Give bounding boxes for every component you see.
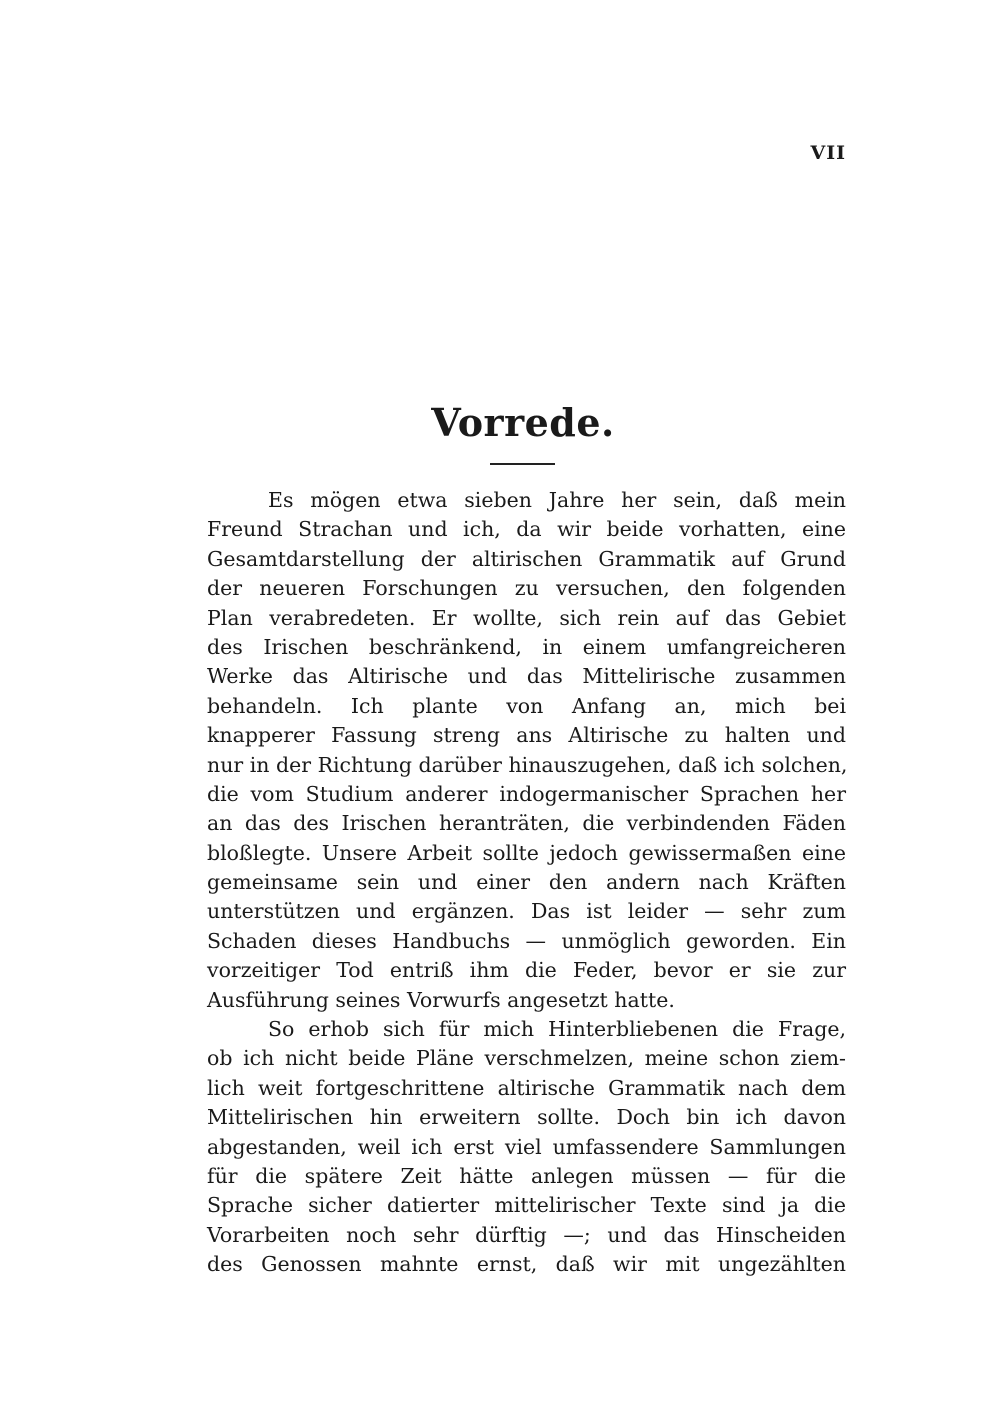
title-divider	[490, 463, 555, 465]
text-line: ob ich nicht beide Pläne verschmelzen, meine schon ziem-	[207, 1046, 846, 1071]
text-line: Sprache sicher datierter mittelirischer Texte sind ja die	[207, 1193, 846, 1218]
text-line: Es mögen etwa sieben Jahre her sein, daß mein	[268, 488, 846, 512]
text-line: die vom Studium anderer indogermanischer Sprachen her	[207, 781, 846, 806]
text-line: Werke das Altirische und das Mittelirische zusammen	[207, 664, 846, 689]
text-line: vorzeitiger Tod entriß ihm die Feder, bevor er sie zur	[207, 958, 846, 983]
text-line: behandeln. Ich plante von Anfang an, mich bei	[207, 693, 846, 718]
page-number: VII	[810, 142, 846, 164]
text-line: gemeinsame sein und einer den andern nach Kräften	[207, 870, 846, 895]
text-line: Plan verabredeten. Er wollte, sich rein auf das Gebiet	[207, 605, 846, 630]
text-line: Ausführung seines Vorwurfs angesetzt hatte.	[207, 987, 675, 1012]
page-title: Vorrede.	[431, 400, 615, 445]
text-line: Schaden dieses Handbuchs — unmöglich geworden. Ein	[207, 928, 846, 953]
text-line: der neueren Forschungen zu versuchen, den folgenden	[207, 576, 846, 601]
text-line: nur in der Richtung darüber hinauszugehen, daß ich solchen,	[207, 752, 848, 777]
text-line: Freund Strachan und ich, da wir beide vorhatten, eine	[207, 517, 846, 542]
text-line: Gesamtdarstellung der altirischen Grammatik auf Grund	[207, 546, 846, 571]
text-line: Vorarbeiten noch sehr dürftig —; und das Hinscheiden	[207, 1222, 846, 1247]
body-text	[207, 486, 846, 1280]
text-line: des Genossen mahnte ernst, daß wir mit ungezählten	[207, 1252, 846, 1277]
text-line: knapperer Fassung streng ans Altirische zu halten und	[207, 723, 846, 748]
text-line: des Irischen beschränkend, in einem umfangreicheren	[207, 634, 846, 659]
text-line: lich weit fortgeschrittene altirische Grammatik nach dem	[207, 1075, 846, 1100]
text-line: bloßlegte. Unsere Arbeit sollte jedoch gewissermaßen eine	[207, 840, 846, 865]
text-line: unterstützen und ergänzen. Das ist leider — sehr zum	[207, 899, 846, 924]
text-line: Mittelirischen hin erweitern sollte. Doch bin ich davon	[207, 1105, 846, 1130]
text-line: an das des Irischen heranträten, die verbindenden Fäden	[207, 811, 846, 836]
text-line: So erhob sich für mich Hinterbliebenen die Frage,	[268, 1017, 846, 1042]
text-line: abgestanden, weil ich erst viel umfassendere Sammlungen	[207, 1134, 846, 1159]
text-line: für die spätere Zeit hätte anlegen müssen — für die	[207, 1163, 846, 1188]
